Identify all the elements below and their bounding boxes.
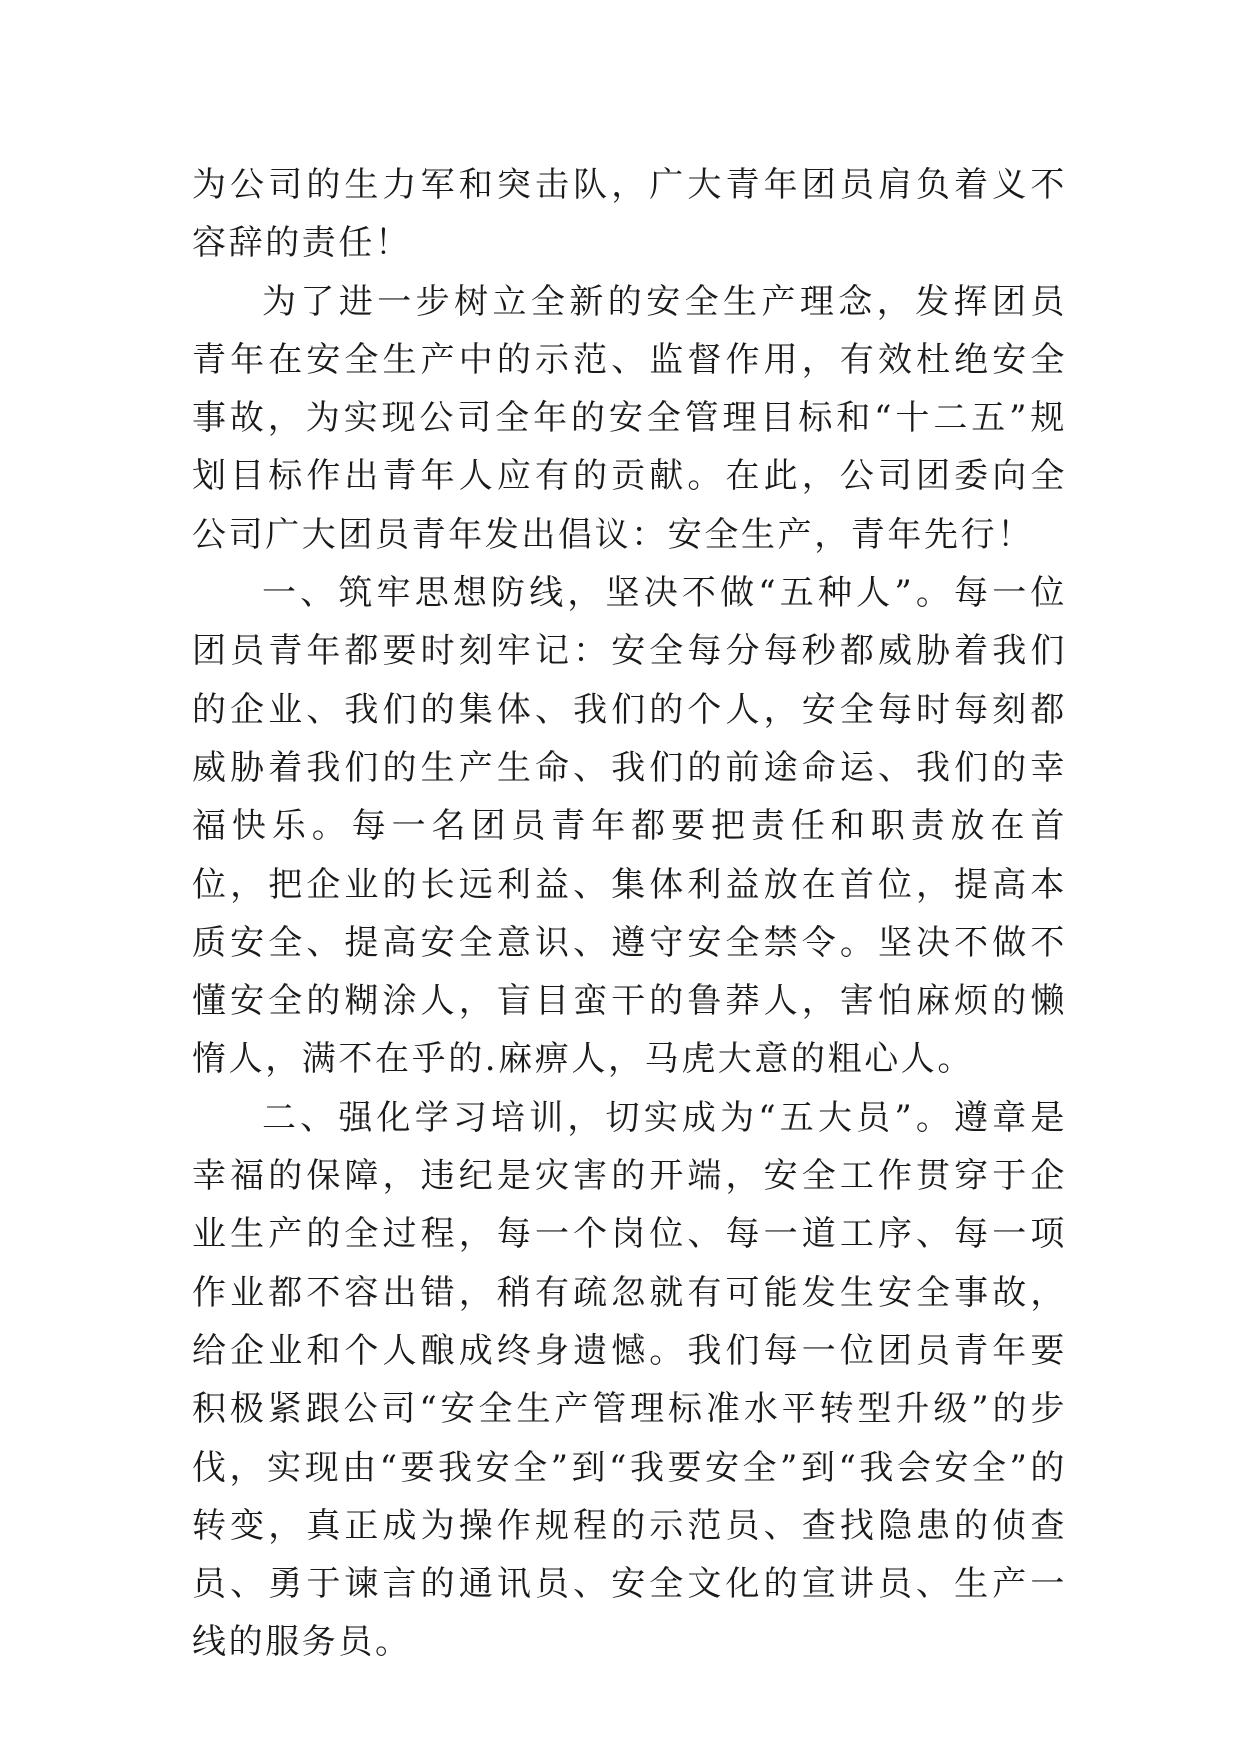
paragraph-proposal: 为了进一步树立全新的安全生产理念，发挥团员青年在安全生产中的示范、监督作用，有效杜绝安全事故，为实现公司全年的安全管理目标和“十二五”规划目标作出青年人应有的贡献。在此，公司团委向全公司广大团员青年发出倡议：安全生产，青年先行！ — [192, 281, 1067, 555]
document-body — [192, 156, 1067, 1672]
paragraph-point-two: 二、强化学习培训，切实成为“五大员”。遵章是幸福的保障，违纪是灾害的开端，安全工作贯穿于企业生产的全过程，每一个岗位、每一道工序、每一项作业都不容出错，稍有疏忽就有可能发生安全事故，给企业和个人酿成终身遗憾。我们每一位团员青年要积极紧跟公司“安全生产管理标准水平转型升级”的步伐，实现由“要我安全”到“我要安全”到“我会安全”的转变，真正成为操作规程的示范员、查找隐患的侦查员、勇于谏言的通讯员、安全文化的宣讲员、生产一线的服务员。 — [192, 1097, 1067, 1663]
paragraph-continuation: 为公司的生力军和突击队，广大青年团员肩负着义不容辞的责任！ — [192, 165, 1067, 264]
paragraph-point-one: 一、筑牢思想防线，坚决不做“五种人”。每一位团员青年都要时刻牢记：安全每分每秒都威胁着我们的企业、我们的集体、我们的个人，安全每时每刻都威胁着我们的生产生命、我们的前途命运、我们的幸福快乐。每一名团员青年都要把责任和职责放在首位，把企业的长远利益、集体利益放在首位，提高本质安全、提高安全意识、遵守安全禁令。坚决不做不懂安全的糊涂人，盲目蛮干的鲁莽人，害怕麻烦的懒惰人，满不在乎的.麻痹人，马虎大意的粗心人。 — [192, 573, 1067, 1080]
